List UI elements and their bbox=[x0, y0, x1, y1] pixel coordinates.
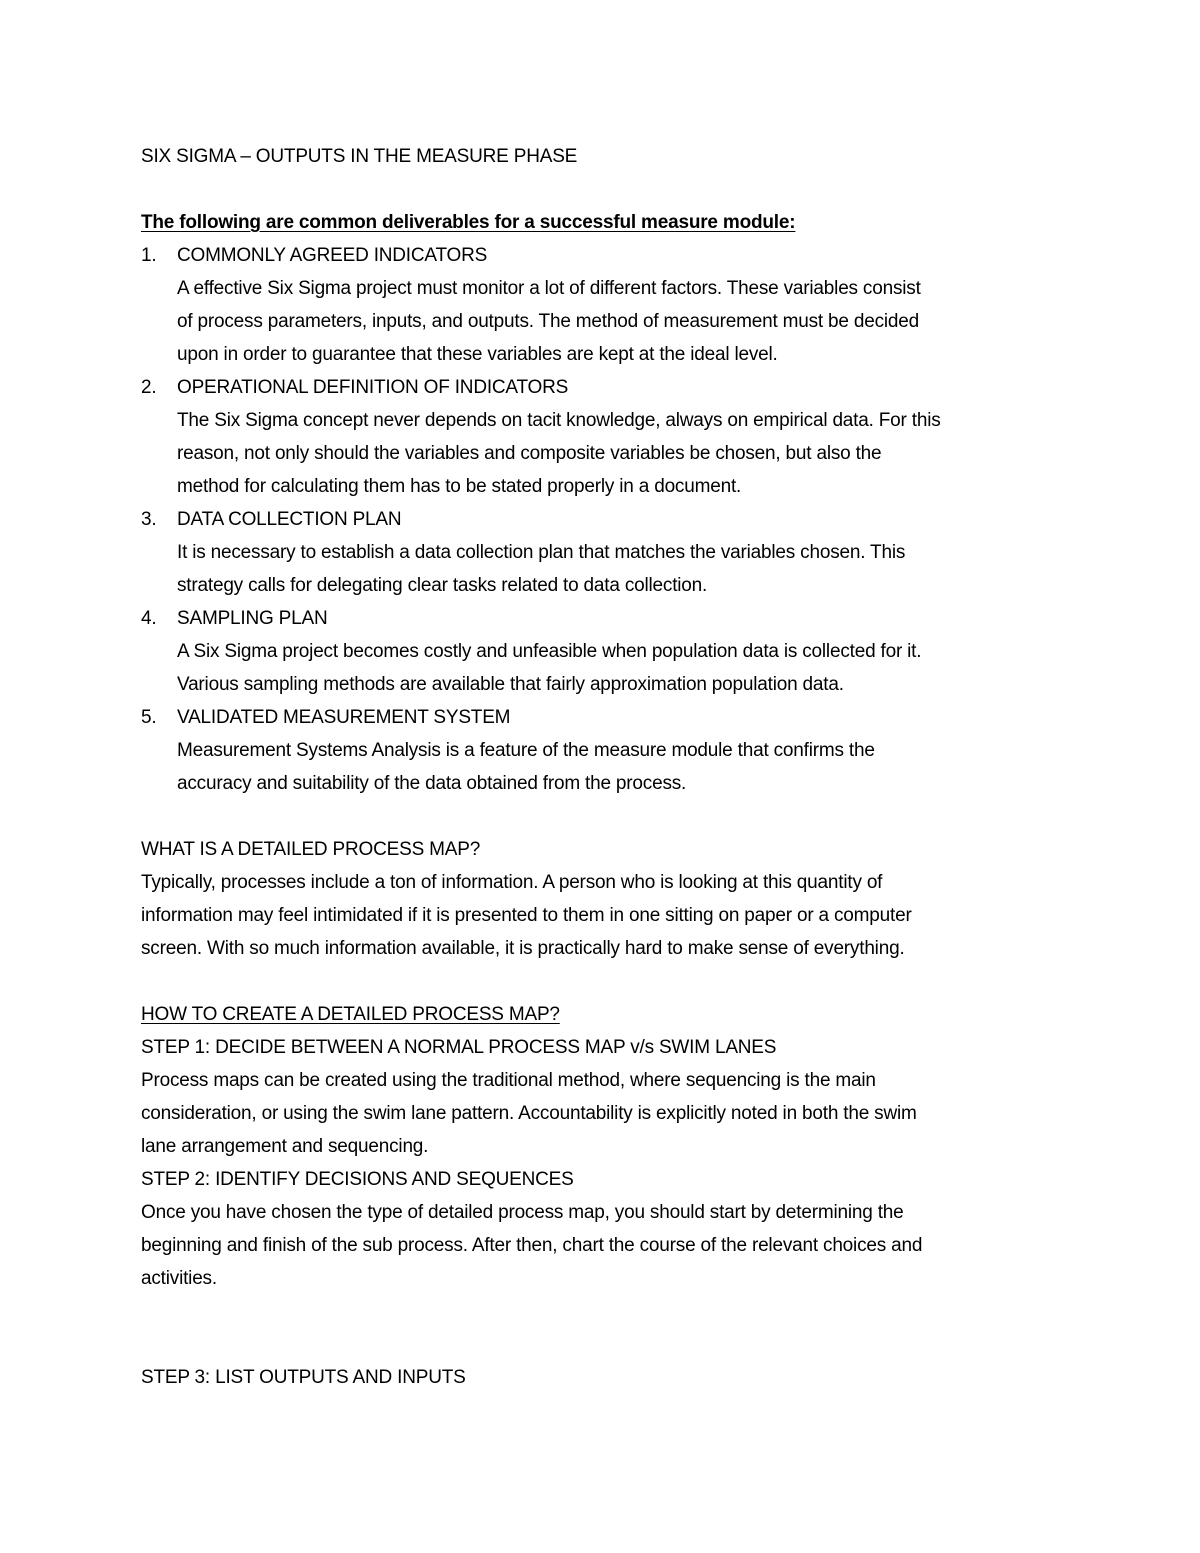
paragraph-line: Process maps can be created using the traditional method, where sequencing is the main bbox=[141, 1070, 876, 1091]
spacer bbox=[141, 800, 1076, 833]
list-item-number: 4. bbox=[141, 608, 157, 629]
paragraph-line: consideration, or using the swim lane pattern. Accountability is explicitly noted in both the swim bbox=[141, 1103, 917, 1124]
list-item-text: strategy calls for delegating clear tasks related to data collection. bbox=[177, 575, 708, 596]
process-map-section bbox=[141, 833, 1076, 965]
paragraph-line: lane arrangement and sequencing. bbox=[141, 1136, 429, 1157]
document-title: SIX SIGMA – OUTPUTS IN THE MEASURE PHASE bbox=[141, 146, 578, 167]
list-item-title: VALIDATED MEASUREMENT SYSTEM bbox=[177, 707, 511, 728]
deliverables-list bbox=[141, 239, 1076, 800]
list-item bbox=[141, 503, 1076, 602]
step-title: STEP 2: IDENTIFY DECISIONS AND SEQUENCES bbox=[141, 1169, 574, 1190]
list-item-number: 1. bbox=[141, 245, 157, 266]
list-item bbox=[141, 239, 1076, 371]
list-item-title: SAMPLING PLAN bbox=[177, 608, 328, 629]
list-item-text: A effective Six Sigma project must monitor a lot of different factors. These variables consist bbox=[177, 278, 921, 299]
list-item-text: of process parameters, inputs, and outputs. The method of measurement must be decided bbox=[177, 311, 920, 332]
paragraph-line: screen. With so much information available, it is practically hard to make sense of everything. bbox=[141, 938, 905, 959]
document-content bbox=[141, 140, 1076, 1394]
list-item-text: Measurement Systems Analysis is a feature of the measure module that confirms the bbox=[177, 740, 875, 761]
step-title: STEP 3: LIST OUTPUTS AND INPUTS bbox=[141, 1367, 466, 1388]
list-item-text: Various sampling methods are available that fairly approximation population data. bbox=[177, 674, 844, 695]
list-item-title: DATA COLLECTION PLAN bbox=[177, 509, 402, 530]
paragraph-line: Typically, processes include a ton of information. A person who is looking at this quantity of bbox=[141, 872, 883, 893]
paragraph-line: information may feel intimidated if it is presented to them in one sitting on paper or a computer bbox=[141, 905, 912, 926]
list-item-text: It is necessary to establish a data collection plan that matches the variables chosen. This bbox=[177, 542, 906, 563]
list-item bbox=[141, 701, 1076, 800]
list-item-title: OPERATIONAL DEFINITION OF INDICATORS bbox=[177, 377, 569, 398]
list-item-title: COMMONLY AGREED INDICATORS bbox=[177, 245, 488, 266]
how-to-section bbox=[141, 998, 1076, 1394]
list-item-text: accuracy and suitability of the data obtained from the process. bbox=[177, 773, 687, 794]
list-item-text: A Six Sigma project becomes costly and unfeasible when population data is collected for it. bbox=[177, 641, 922, 662]
deliverables-heading: The following are common deliverables for a successful measure module: bbox=[141, 212, 796, 233]
list-item-number: 2. bbox=[141, 377, 157, 398]
step-title: STEP 1: DECIDE BETWEEN A NORMAL PROCESS MAP v/s SWIM LANES bbox=[141, 1037, 777, 1058]
list-item-number: 3. bbox=[141, 509, 157, 530]
list-item bbox=[141, 602, 1076, 701]
list-item bbox=[141, 371, 1076, 503]
paragraph-line: Once you have chosen the type of detailed process map, you should start by determining the bbox=[141, 1202, 904, 1223]
paragraph-line: activities. bbox=[141, 1268, 217, 1289]
spacer bbox=[141, 1295, 1076, 1361]
list-item-text: The Six Sigma concept never depends on tacit knowledge, always on empirical data. For this bbox=[177, 410, 941, 431]
list-item-number: 5. bbox=[141, 707, 157, 728]
section-heading: WHAT IS A DETAILED PROCESS MAP? bbox=[141, 839, 481, 860]
list-item-text: upon in order to guarantee that these variables are kept at the ideal level. bbox=[177, 344, 778, 365]
list-item-text: method for calculating them has to be stated properly in a document. bbox=[177, 476, 742, 497]
section-heading: HOW TO CREATE A DETAILED PROCESS MAP? bbox=[141, 1004, 560, 1025]
spacer bbox=[141, 173, 1076, 206]
spacer bbox=[141, 965, 1076, 998]
list-item-text: reason, not only should the variables and composite variables be chosen, but also the bbox=[177, 443, 882, 464]
paragraph-line: beginning and finish of the sub process. After then, chart the course of the relevant choices and bbox=[141, 1235, 923, 1256]
